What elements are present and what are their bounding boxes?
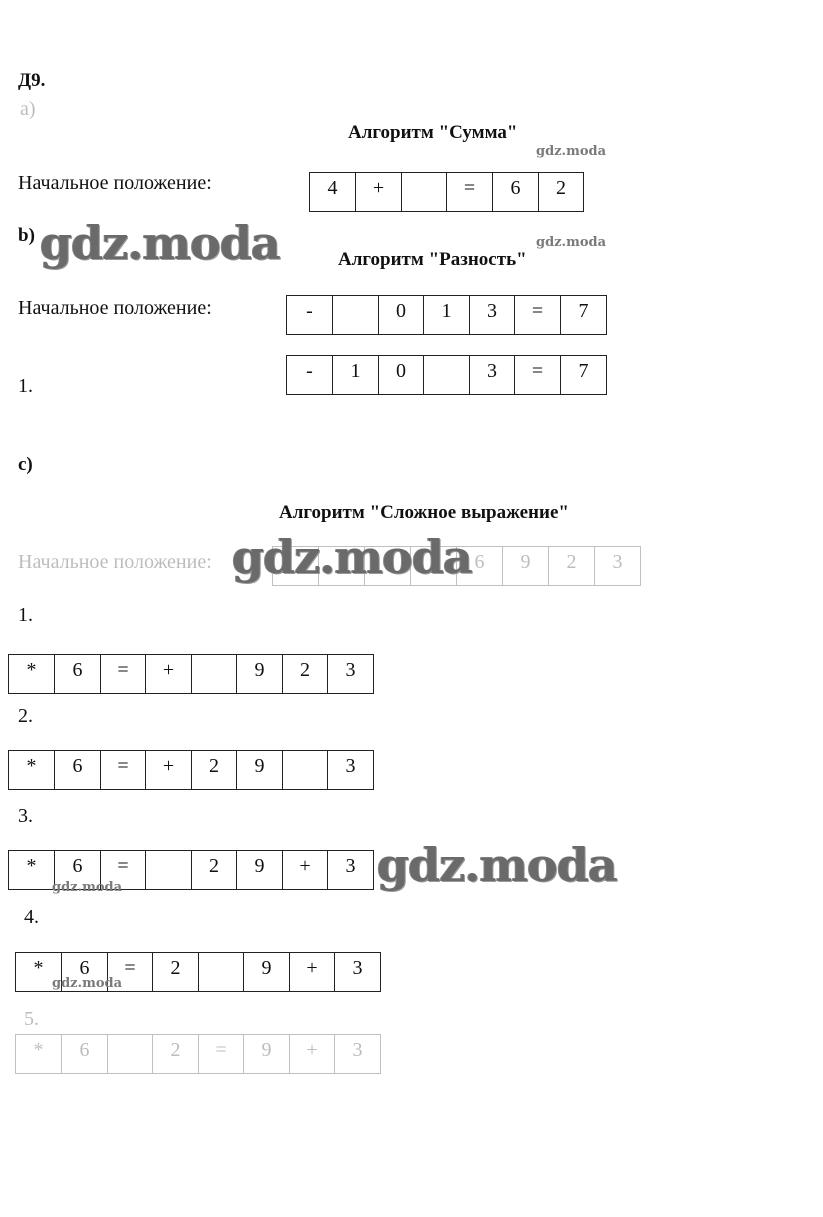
watermark-small: gdz.moda [52, 976, 123, 991]
cell: 9 [237, 750, 283, 790]
cell: + [146, 654, 192, 694]
watermark-large: gdz.moda [232, 530, 472, 584]
cell [199, 952, 244, 992]
part-c-step-label: 2. [18, 705, 33, 727]
task-number: Д9. [18, 70, 46, 91]
cell: * [9, 750, 55, 790]
cell: = [515, 295, 561, 335]
cell: = [101, 850, 146, 890]
cell: 6 [55, 654, 101, 694]
cell: 2 [549, 546, 595, 586]
cell: 2 [192, 750, 237, 790]
cell: 9 [503, 546, 549, 586]
cell: = [108, 952, 153, 992]
part-b-label: b) [18, 225, 35, 246]
part-a-title: Алгоритм "Сумма" [348, 122, 518, 143]
cell: 3 [470, 355, 515, 395]
part-c-start-label: Начальное положение: [18, 551, 212, 573]
cell: * [16, 952, 62, 992]
cell [283, 750, 328, 790]
cell: 6 [55, 850, 101, 890]
cell: 6 [62, 1034, 108, 1074]
cell: 1 [424, 295, 470, 335]
cell: 2 [153, 952, 199, 992]
part-c-step-label: 1. [18, 604, 33, 626]
cell: 9 [244, 1034, 290, 1074]
watermark-small: gdz.moda [536, 144, 607, 159]
cell: 4 [310, 172, 356, 212]
cell: * [9, 654, 55, 694]
part-b-step1-row [286, 355, 607, 395]
cell: 9 [244, 952, 290, 992]
cell: 2 [192, 850, 237, 890]
cell: 2 [153, 1034, 199, 1074]
cell: 9 [237, 654, 283, 694]
part-b-start-label: Начальное положение: [18, 297, 212, 319]
cell: + [146, 750, 192, 790]
cell: 6 [55, 750, 101, 790]
cell: - [287, 295, 333, 335]
cell: 3 [335, 1034, 381, 1074]
watermark-large: gdz.moda [377, 838, 617, 892]
cell: 2 [283, 654, 328, 694]
part-c-label: c) [18, 454, 33, 475]
cell: = [515, 355, 561, 395]
cell: + [356, 172, 402, 212]
cell: = [199, 1034, 244, 1074]
cell: * [9, 850, 55, 890]
part-b-step1-label: 1. [18, 375, 33, 397]
part-a-start-label: Начальное положение: [18, 172, 212, 194]
cell [192, 654, 237, 694]
cell: + [283, 850, 328, 890]
part-c-title: Алгоритм "Сложное выражение" [279, 502, 569, 523]
cell [424, 355, 470, 395]
part-a-label: а) [20, 98, 36, 120]
watermark-small: gdz.moda [536, 235, 607, 250]
part-b-title: Алгоритм "Разность" [338, 249, 527, 270]
cell: 3 [470, 295, 515, 335]
part-a-start-row [309, 172, 584, 212]
cell: = [101, 750, 146, 790]
cell: 3 [595, 546, 641, 586]
cell: 9 [237, 850, 283, 890]
cell: 0 [379, 355, 424, 395]
watermark-small: gdz.moda [52, 880, 123, 895]
part-c-step-row [15, 1034, 381, 1074]
cell [333, 295, 379, 335]
part-c-step-label: 5. [24, 1008, 39, 1030]
cell: 3 [335, 952, 381, 992]
part-c-step-label: 4. [24, 906, 39, 928]
cell: = [101, 654, 146, 694]
cell: 3 [328, 850, 374, 890]
cell: 1 [333, 355, 379, 395]
cell: 3 [328, 750, 374, 790]
cell [108, 1034, 153, 1074]
part-c-step-row [8, 654, 374, 694]
cell: + [290, 1034, 335, 1074]
cell: 0 [379, 295, 424, 335]
cell [146, 850, 192, 890]
cell: * [16, 1034, 62, 1074]
part-b-start-row [286, 295, 607, 335]
cell: 6 [493, 172, 539, 212]
cell: 6 [457, 546, 503, 586]
part-c-step-row [8, 750, 374, 790]
cell: + [290, 952, 335, 992]
part-c-step-label: 3. [18, 805, 33, 827]
cell: 2 [539, 172, 584, 212]
cell: 7 [561, 355, 607, 395]
cell: 3 [328, 654, 374, 694]
cell: - [287, 355, 333, 395]
cell: 6 [62, 952, 108, 992]
cell: = [447, 172, 493, 212]
cell: 7 [561, 295, 607, 335]
cell [402, 172, 447, 212]
watermark-large: gdz.moda [40, 216, 280, 270]
